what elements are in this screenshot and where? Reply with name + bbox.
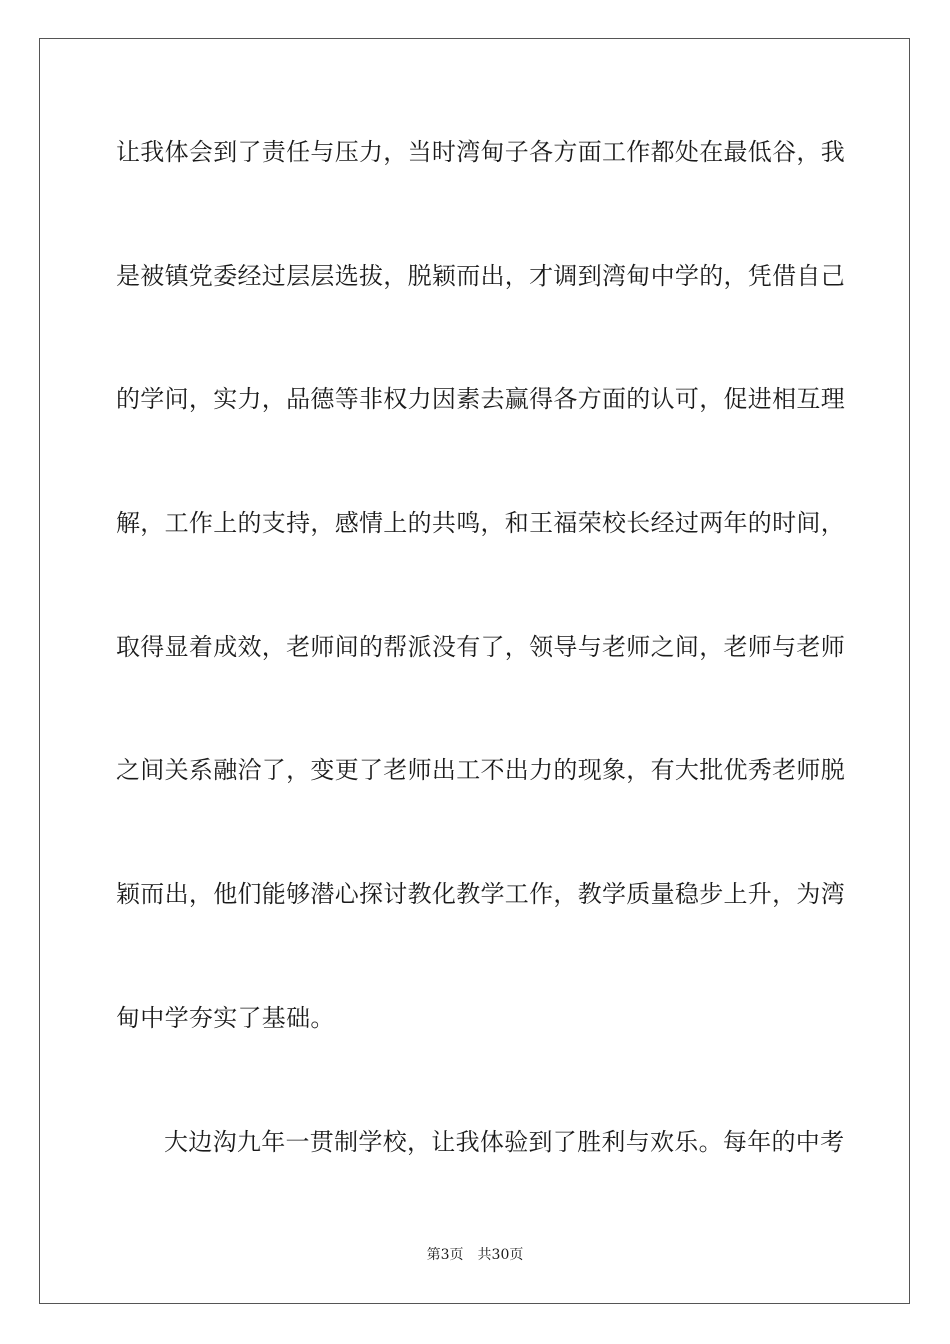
body-line-5: 取得显着成效，老师间的帮派没有了，领导与老师之间，老师与老师 bbox=[116, 633, 845, 661]
page-border bbox=[39, 38, 910, 1304]
page-number: 第3页 bbox=[426, 1247, 464, 1263]
body-line-8: 甸中学夯实了基础。 bbox=[116, 1004, 335, 1032]
body-line-9: 大边沟九年一贯制学校，让我体验到了胜利与欢乐。每年的中考 bbox=[164, 1128, 845, 1156]
body-line-1: 让我体会到了责任与压力，当时湾甸子各方面工作都处在最低谷，我 bbox=[116, 138, 845, 166]
body-line-4: 解，工作上的支持，感情上的共鸣，和王福荣校长经过两年的时间， bbox=[116, 509, 845, 537]
body-line-7: 颖而出，他们能够潜心探讨教化教学工作，教学质量稳步上升，为湾 bbox=[116, 880, 845, 908]
body-line-6: 之间关系融洽了，变更了老师出工不出力的现象，有大批优秀老师脱 bbox=[116, 756, 845, 784]
page-footer bbox=[0, 1246, 950, 1264]
body-line-3: 的学问，实力，品德等非权力因素去赢得各方面的认可，促进相互理 bbox=[116, 385, 845, 413]
page-total: 共30页 bbox=[477, 1247, 524, 1263]
body-line-2: 是被镇党委经过层层选拔，脱颖而出，才调到湾甸中学的，凭借自己 bbox=[116, 262, 845, 290]
